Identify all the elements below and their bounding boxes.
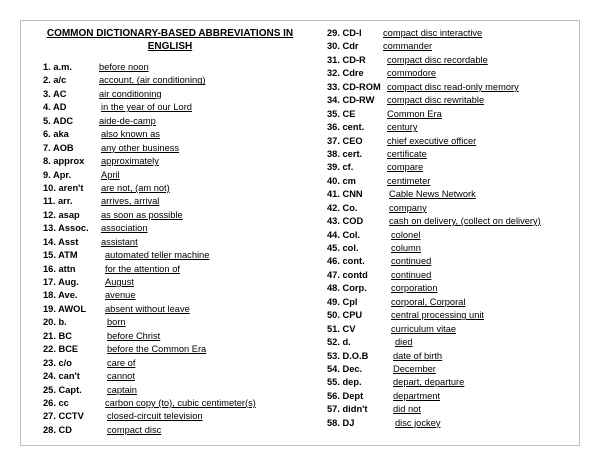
abbreviation-row <box>43 316 323 329</box>
abbreviation-term: 40. cm <box>327 175 356 186</box>
abbreviation-row <box>327 40 577 53</box>
abbreviation-row <box>43 74 323 87</box>
abbreviation-meaning: commodore <box>387 68 437 79</box>
abbreviation-meaning: cannot <box>107 371 135 382</box>
abbreviation-term: 39. cf. <box>327 162 354 173</box>
abbreviation-term: 16. attn <box>43 263 76 274</box>
abbreviation-row <box>327 376 577 389</box>
abbreviation-row <box>43 263 323 276</box>
abbreviation-list-right <box>327 27 577 430</box>
abbreviation-row <box>327 27 577 40</box>
abbreviation-row <box>43 101 323 114</box>
abbreviation-term: 7. AOB <box>43 142 74 153</box>
abbreviation-row <box>43 115 323 128</box>
abbreviation-term: 41. CNN <box>327 189 363 200</box>
abbreviation-term: 8. approx <box>43 156 85 167</box>
abbreviation-row <box>43 169 323 182</box>
abbreviation-term: 33. CD-ROM <box>327 81 381 92</box>
abbreviation-term: 10. aren't <box>43 182 84 193</box>
abbreviation-term: 23. c/o <box>43 357 72 368</box>
abbreviation-meaning: before noon <box>99 62 149 72</box>
abbreviation-row <box>43 249 323 262</box>
abbreviation-row <box>43 88 323 101</box>
abbreviation-row <box>327 94 577 107</box>
abbreviation-list-left <box>43 61 323 437</box>
abbreviation-term: 21. BC <box>43 330 72 341</box>
abbreviation-meaning: automated teller machine <box>105 250 210 261</box>
abbreviation-meaning: compact disc <box>107 424 162 435</box>
abbreviation-row <box>43 276 323 289</box>
abbreviation-term: 58. DJ <box>327 417 355 428</box>
abbreviation-meaning: as soon as possible <box>101 209 183 220</box>
abbreviation-term: 20. b. <box>43 317 67 328</box>
abbreviation-meaning: Cable News Network <box>389 189 476 200</box>
abbreviation-term: 34. CD-RW <box>327 95 375 106</box>
abbreviation-row <box>327 296 577 309</box>
abbreviation-meaning: arrives, arrival <box>101 196 160 207</box>
abbreviation-meaning: died <box>395 337 413 348</box>
abbreviation-term: 19. AWOL <box>43 303 87 314</box>
abbreviation-row <box>43 424 323 437</box>
abbreviation-meaning: department <box>393 390 441 401</box>
abbreviation-meaning: compare <box>387 162 424 173</box>
abbreviation-meaning: care of <box>107 357 136 368</box>
abbreviation-row <box>43 343 323 356</box>
abbreviation-meaning: account, (air conditioning) <box>99 75 206 86</box>
abbreviation-term: 37. CEO <box>327 135 363 146</box>
abbreviation-term: 31. CD-R <box>327 54 366 65</box>
abbreviation-meaning: compact disc read-only memory <box>387 81 519 92</box>
abbreviation-row <box>327 336 577 349</box>
abbreviation-row <box>43 182 323 195</box>
abbreviation-row <box>43 303 323 316</box>
abbreviation-row <box>43 195 323 208</box>
abbreviation-term: 14. Asst <box>43 236 79 247</box>
abbreviation-row <box>327 390 577 403</box>
abbreviation-row <box>327 323 577 336</box>
abbreviation-term: 46. cont. <box>327 256 365 267</box>
abbreviation-term: 49. Cpl <box>327 296 358 307</box>
abbreviation-row <box>43 330 323 343</box>
abbreviation-meaning: disc jockey <box>395 417 441 428</box>
abbreviation-meaning: approximately <box>101 156 159 167</box>
abbreviation-row <box>43 384 323 397</box>
abbreviation-meaning: depart, departure <box>393 377 465 388</box>
abbreviation-meaning: cash on delivery, (collect on delivery) <box>389 216 541 227</box>
abbreviation-term: 55. dep. <box>327 377 362 388</box>
abbreviation-meaning: before the Common Era <box>107 344 207 355</box>
abbreviation-meaning: born <box>107 317 126 328</box>
abbreviation-meaning: August <box>105 277 134 287</box>
abbreviation-term: 56. Dept <box>327 390 364 401</box>
abbreviation-term: 27. CCTV <box>43 411 84 422</box>
abbreviation-row <box>327 417 577 430</box>
abbreviation-meaning: commander <box>383 41 433 52</box>
abbreviation-row <box>43 370 323 383</box>
abbreviation-term: 38. cert. <box>327 148 363 159</box>
abbreviation-meaning: Common Era <box>387 108 442 119</box>
abbreviation-row <box>43 222 323 235</box>
abbreviation-meaning: association <box>101 223 148 234</box>
abbreviation-meaning: December <box>393 363 436 374</box>
abbreviation-term: 30. Cdr <box>327 41 359 52</box>
abbreviation-term: 35. CE <box>327 108 356 119</box>
abbreviation-term: 36. cent. <box>327 122 365 133</box>
abbreviation-row <box>327 161 577 174</box>
abbreviation-meaning: compact disc rewritable <box>387 95 485 106</box>
abbreviation-row <box>327 188 577 201</box>
abbreviation-row <box>327 135 577 148</box>
document-title: COMMON DICTIONARY-BASED ABBREVIATIONS IN ENGLISH <box>46 28 294 52</box>
abbreviation-row <box>43 289 323 302</box>
abbreviation-meaning: absent without leave <box>105 303 190 314</box>
abbreviation-term: 57. didn't <box>327 404 368 415</box>
abbreviation-term: 52. d. <box>327 337 351 348</box>
abbreviation-row <box>327 215 577 228</box>
abbreviation-meaning: company <box>389 202 427 213</box>
abbreviation-row <box>327 175 577 188</box>
abbreviation-row <box>327 108 577 121</box>
abbreviation-row <box>327 242 577 255</box>
abbreviation-meaning: corporal, Corporal <box>391 296 466 307</box>
abbreviation-row <box>43 61 323 74</box>
abbreviation-meaning: continued <box>391 269 432 280</box>
abbreviation-meaning: assistant <box>101 236 138 247</box>
abbreviation-row <box>327 202 577 215</box>
abbreviation-meaning: centimeter <box>387 175 431 186</box>
abbreviation-term: 42. Co. <box>327 202 358 213</box>
abbreviation-row <box>327 363 577 376</box>
abbreviation-term: 51. CV <box>327 323 356 334</box>
abbreviation-term: 18. Ave. <box>43 290 78 301</box>
abbreviation-row <box>327 148 577 161</box>
abbreviation-row <box>43 209 323 222</box>
abbreviation-meaning: avenue <box>105 290 136 301</box>
abbreviation-row <box>43 357 323 370</box>
abbreviation-term: 17. Aug. <box>43 277 79 287</box>
abbreviation-meaning: continued <box>391 256 432 267</box>
abbreviation-term: 1. a.m. <box>43 62 72 72</box>
abbreviation-term: 47. contd <box>327 269 368 280</box>
abbreviation-term: 29. CD-I <box>327 28 362 38</box>
abbreviation-term: 12. asap <box>43 209 80 220</box>
abbreviation-row <box>43 128 323 141</box>
abbreviation-term: 43. COD <box>327 216 364 227</box>
abbreviation-meaning: air conditioning <box>99 88 162 99</box>
abbreviation-row <box>327 403 577 416</box>
abbreviation-meaning: chief executive officer <box>387 135 477 146</box>
abbreviation-row <box>43 142 323 155</box>
abbreviation-meaning: century <box>387 122 418 133</box>
abbreviation-term: 53. D.O.B <box>327 350 369 361</box>
abbreviation-term: 9. Apr. <box>43 169 72 180</box>
abbreviation-meaning: are not, (am not) <box>101 182 170 193</box>
abbreviation-meaning: date of birth <box>393 350 443 361</box>
abbreviation-row <box>43 155 323 168</box>
abbreviation-row <box>327 282 577 295</box>
abbreviation-meaning: carbon copy (to), cubic centimeter(s) <box>105 397 256 408</box>
abbreviation-term: 22. BCE <box>43 344 79 355</box>
abbreviation-term: 54. Dec. <box>327 363 363 374</box>
abbreviation-term: 24. can't <box>43 371 80 382</box>
abbreviation-row <box>43 236 323 249</box>
abbreviation-row <box>327 255 577 268</box>
abbreviation-term: 13. Assoc. <box>43 223 89 234</box>
abbreviation-meaning: for the attention of <box>105 263 180 274</box>
abbreviation-meaning: compact disc recordable <box>387 54 488 65</box>
abbreviation-term: 3. AC <box>43 88 67 99</box>
abbreviation-term: 25. Capt. <box>43 384 82 395</box>
abbreviation-meaning: in the year of our Lord <box>101 102 192 113</box>
abbreviation-term: 50. CPU <box>327 310 363 321</box>
abbreviation-row <box>327 309 577 322</box>
abbreviation-meaning: did not <box>393 404 421 415</box>
abbreviation-meaning: closed-circuit television <box>107 411 203 422</box>
abbreviation-meaning: also known as <box>101 129 160 140</box>
abbreviation-row <box>43 397 323 410</box>
abbreviation-row <box>43 410 323 423</box>
abbreviation-meaning: curriculum vitae <box>391 323 457 334</box>
abbreviation-meaning: certificate <box>387 148 427 159</box>
abbreviation-term: 45. col. <box>327 243 359 253</box>
abbreviation-row <box>327 269 577 282</box>
abbreviation-term: 26. cc <box>43 397 69 408</box>
abbreviation-row <box>327 350 577 363</box>
abbreviation-meaning: central processing unit <box>391 310 485 321</box>
abbreviation-term: 28. CD <box>43 424 72 435</box>
abbreviation-term: 4. AD <box>43 102 67 113</box>
abbreviation-meaning: column <box>391 243 421 253</box>
abbreviation-term: 2. a/c <box>43 75 67 86</box>
abbreviation-term: 44. Col. <box>327 229 361 240</box>
abbreviation-term: 32. Cdre <box>327 68 364 79</box>
abbreviation-meaning: captain <box>107 384 137 395</box>
abbreviation-row <box>327 81 577 94</box>
abbreviation-meaning: April <box>101 169 120 180</box>
abbreviation-meaning: before Christ <box>107 330 161 341</box>
abbreviation-meaning: aide-de-camp <box>99 115 156 126</box>
abbreviation-row <box>327 121 577 134</box>
abbreviation-term: 15. ATM <box>43 250 78 261</box>
abbreviation-term: 48. Corp. <box>327 283 367 294</box>
abbreviation-meaning: corporation <box>391 283 438 294</box>
abbreviation-row <box>327 229 577 242</box>
abbreviation-term: 6. aka <box>43 129 69 140</box>
abbreviation-term: 11. arr. <box>43 196 73 207</box>
abbreviation-meaning: compact disc interactive <box>383 28 483 38</box>
abbreviation-meaning: colonel <box>391 229 421 240</box>
abbreviation-term: 5. ADC <box>43 115 74 126</box>
abbreviation-meaning: any other business <box>101 142 180 153</box>
abbreviation-row <box>327 54 577 67</box>
abbreviation-row <box>327 67 577 80</box>
